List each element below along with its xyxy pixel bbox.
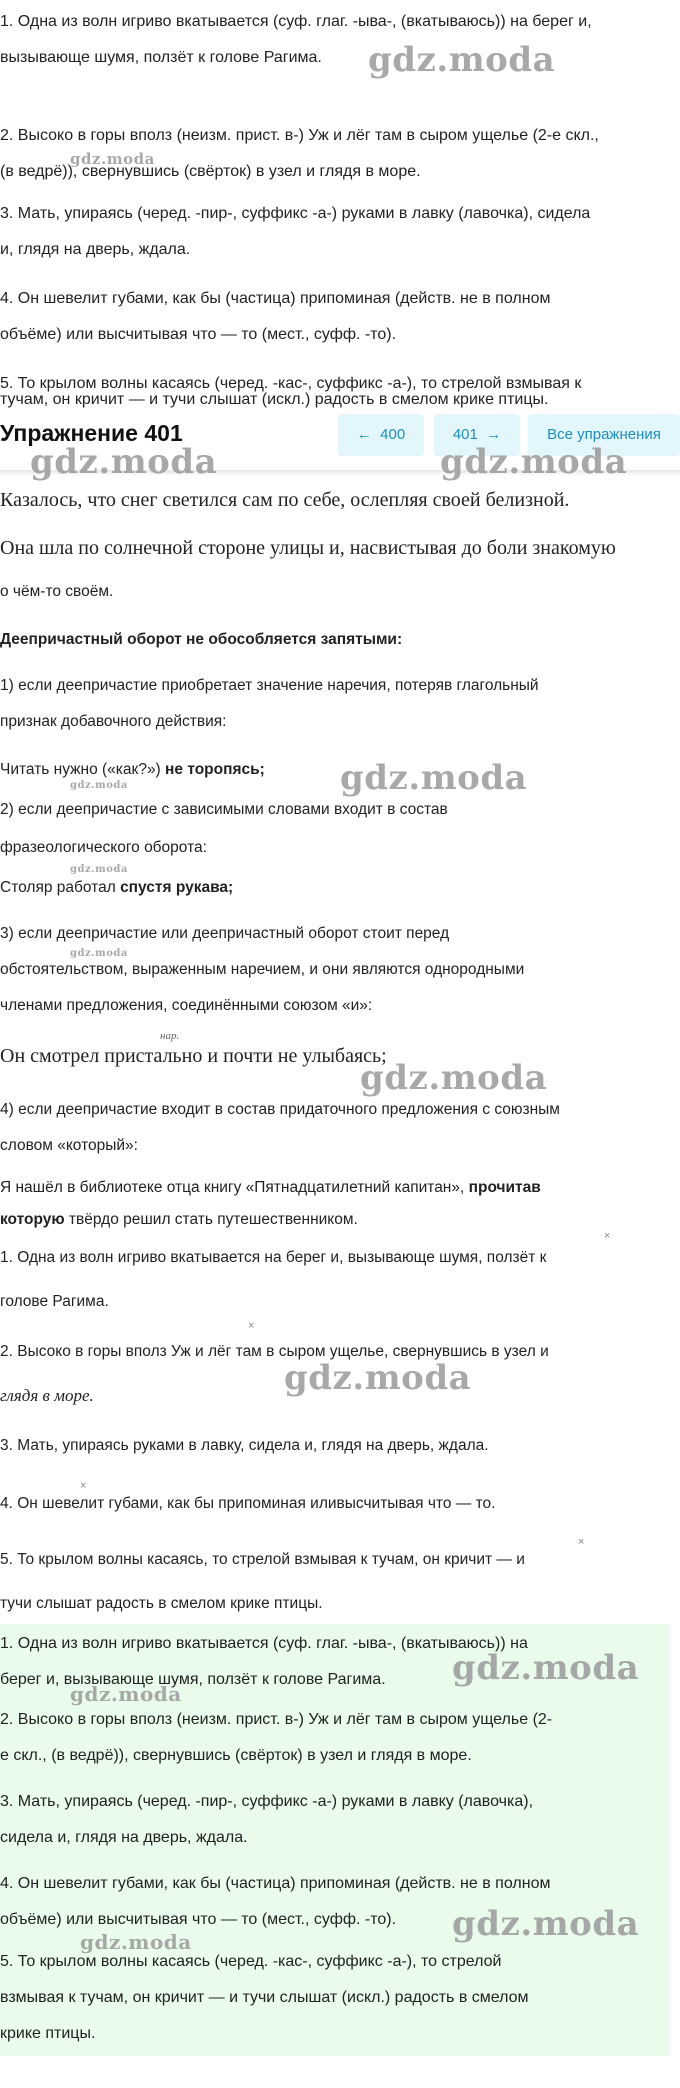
nar-annotation: нар.	[160, 1030, 180, 1042]
watermark: gdz.moda	[70, 1682, 182, 1706]
arrow-right-icon: →	[477, 426, 502, 443]
handwritten-line: о чём-то своём.	[0, 583, 114, 600]
list-line: 1. Одна из волн игриво вкатывается (суф. глаг. -ыва-, (вкатываюсь)) на берег и,	[0, 13, 592, 30]
list-line: 4. Он шевелит губами, как бы (частица) припоминая (действ. не в полном	[0, 290, 551, 307]
watermark: gdz.moda	[70, 780, 128, 791]
rule-text: 1) если деепричастие приобретает значение наречия, потеряв глагольный	[0, 677, 539, 694]
analysis-line: 4. Он шевелит губами, как бы припоминая иливысчитывая что — то.	[0, 1495, 496, 1512]
watermark: gdz.moda	[440, 442, 628, 482]
rule-text: 4) если деепричастие входит в состав придаточного предложения с союзным	[0, 1101, 560, 1118]
answer-line: объёме) или высчитывая что — то (мест., суфф. -то).	[0, 1911, 397, 1928]
watermark: gdz.moda	[70, 864, 128, 875]
watermark: gdz.moda	[80, 1930, 192, 1954]
answer-line: сидела и, глядя на дверь, ждала.	[0, 1829, 248, 1846]
rule-example-bold: спустя рукава;	[120, 879, 234, 896]
answer-line: берег и, вызывающе шумя, ползёт к голове Рагима.	[0, 1671, 386, 1688]
cross-mark: ×	[578, 1536, 585, 1548]
analysis-line: 5. То крылом волны касаясь, то стрелой взмывая к тучам, он кричит — и	[0, 1551, 525, 1568]
cross-mark: ×	[80, 1480, 87, 1492]
rule-text: признак добавочного действия:	[0, 713, 227, 730]
analysis-line: глядя в море.	[0, 1386, 94, 1405]
prev-exercise-label: 400	[380, 426, 406, 443]
rule-example-text: твёрдо решил стать путешественником.	[64, 1211, 358, 1228]
rule-example	[0, 1202, 680, 1238]
rule-text: 2) если деепричастие с зависимыми словами входит в состав	[0, 801, 448, 818]
rule-example-text: Читать нужно («как?»)	[0, 761, 166, 778]
rule-text: 3) если деепричастие или деепричастный оборот стоит перед	[0, 925, 450, 942]
watermark: gdz.moda	[452, 1648, 640, 1688]
handwritten-line: Она шла по солнечной стороне улицы и, насвистывая до боли знакомую	[0, 537, 616, 559]
watermark: gdz.moda	[30, 442, 218, 482]
watermark: gdz.moda	[340, 758, 528, 798]
watermark: gdz.moda	[70, 948, 128, 959]
rule-example-text: Я нашёл в библиотеке отца книгу «Пятнадцатилетний капитан»,	[0, 1179, 469, 1196]
list-line: объёме) или высчитывая что — то (мест., суфф. -то).	[0, 326, 397, 343]
watermark: gdz.moda	[452, 1904, 640, 1944]
watermark: gdz.moda	[368, 40, 556, 80]
cross-mark: ×	[604, 1230, 611, 1242]
analysis-line: тучи слышат радость в смелом крике птицы.	[0, 1595, 323, 1612]
rule-example-bold: прочитав	[468, 1179, 541, 1196]
handwritten-example: Он смотрел пристально и почти не улыбаясь;	[0, 1045, 387, 1067]
watermark: gdz.moda	[284, 1358, 472, 1398]
list-line: 5. То крылом волны касаясь (черед. -кас-, суффикс -а-), то стрелой взмывая к	[0, 375, 582, 392]
rule-example	[0, 1170, 680, 1206]
rule-example-bold: которую	[0, 1211, 65, 1228]
rule-text: членами предложения, соединёнными союзом «и»:	[0, 997, 373, 1014]
watermark: gdz.moda	[70, 150, 155, 168]
rule-text: фразеологического оборота:	[0, 839, 207, 856]
list-line: 2. Высоко в горы вполз (неизм. прист. в-) Уж и лёг там в сыром ущелье (2-е скл.,	[0, 127, 599, 144]
watermark: gdz.moda	[360, 1058, 548, 1098]
answer-line: 2. Высоко в горы вполз (неизм. прист. в-) Уж и лёг там в сыром ущелье (2-	[0, 1711, 553, 1728]
answer-line: 1. Одна из волн игриво вкатывается (суф. глаг. -ыва-, (вкатываюсь)) на	[0, 1635, 528, 1652]
rule-example-bold: не торопясь;	[165, 761, 265, 778]
rule-example	[0, 870, 680, 906]
rule-text: обстоятельством, выраженным наречием, и они являются однородными	[0, 961, 525, 978]
list-line-last: тучам, он кричит — и тучи слышат (искл.) радость в смелом крике птицы.	[0, 391, 549, 408]
answer-line: взмывая к тучам, он кричит — и тучи слышат (искл.) радость в смелом	[0, 1989, 529, 2006]
rule-example-text: Столяр работал	[0, 879, 121, 896]
cross-mark: ×	[248, 1320, 255, 1332]
all-exercises-label: Все упражнения	[547, 426, 661, 443]
prev-exercise-button[interactable]	[338, 414, 424, 456]
answer-line: 3. Мать, упираясь (черед. -пир-, суффикс -а-) руками в лавку (лавочка),	[0, 1793, 534, 1810]
analysis-line: 3. Мать, упираясь руками в лавку, сидела и, глядя на дверь, ждала.	[0, 1437, 489, 1454]
rule-text: словом «который»:	[0, 1137, 138, 1154]
answer-line: е скл., (в ведрё)), свернувшись (свёрток) в узел и глядя в море.	[0, 1747, 472, 1764]
list-line: 3. Мать, упираясь (черед. -пир-, суффикс -а-) руками в лавку (лавочка), сидела	[0, 205, 591, 222]
list-line: вызывающе шумя, ползёт к голове Рагима.	[0, 49, 322, 66]
rule-heading: Деепричастный оборот не обособляется запятыми:	[0, 631, 403, 648]
arrow-left-icon: ←	[356, 426, 381, 443]
list-line: и, глядя на дверь, ждала.	[0, 241, 191, 258]
answer-line: крике птицы.	[0, 2025, 96, 2042]
analysis-line: 2. Высоко в горы вполз Уж и лёг там в сыром ущелье, свернувшись в узел и	[0, 1343, 549, 1360]
answer-line: 4. Он шевелит губами, как бы (частица) припоминая (действ. не в полном	[0, 1875, 551, 1892]
next-exercise-label: 401	[452, 426, 478, 443]
analysis-line: голове Рагима.	[0, 1293, 109, 1310]
list-line: (в ведрё)), свернувшись (свёрток) в узел и глядя в море.	[0, 163, 421, 180]
exercise-title: Упражнение 401	[0, 420, 183, 446]
handwritten-line: Казалось, что снег светился сам по себе, ослепляя своей белизной.	[0, 489, 570, 511]
analysis-line: 1. Одна из волн игриво вкатывается на берег и, вызывающе шумя, ползёт к	[0, 1249, 547, 1266]
answer-line: 5. То крылом волны касаясь (черед. -кас-, суффикс -а-), то стрелой	[0, 1953, 502, 1970]
